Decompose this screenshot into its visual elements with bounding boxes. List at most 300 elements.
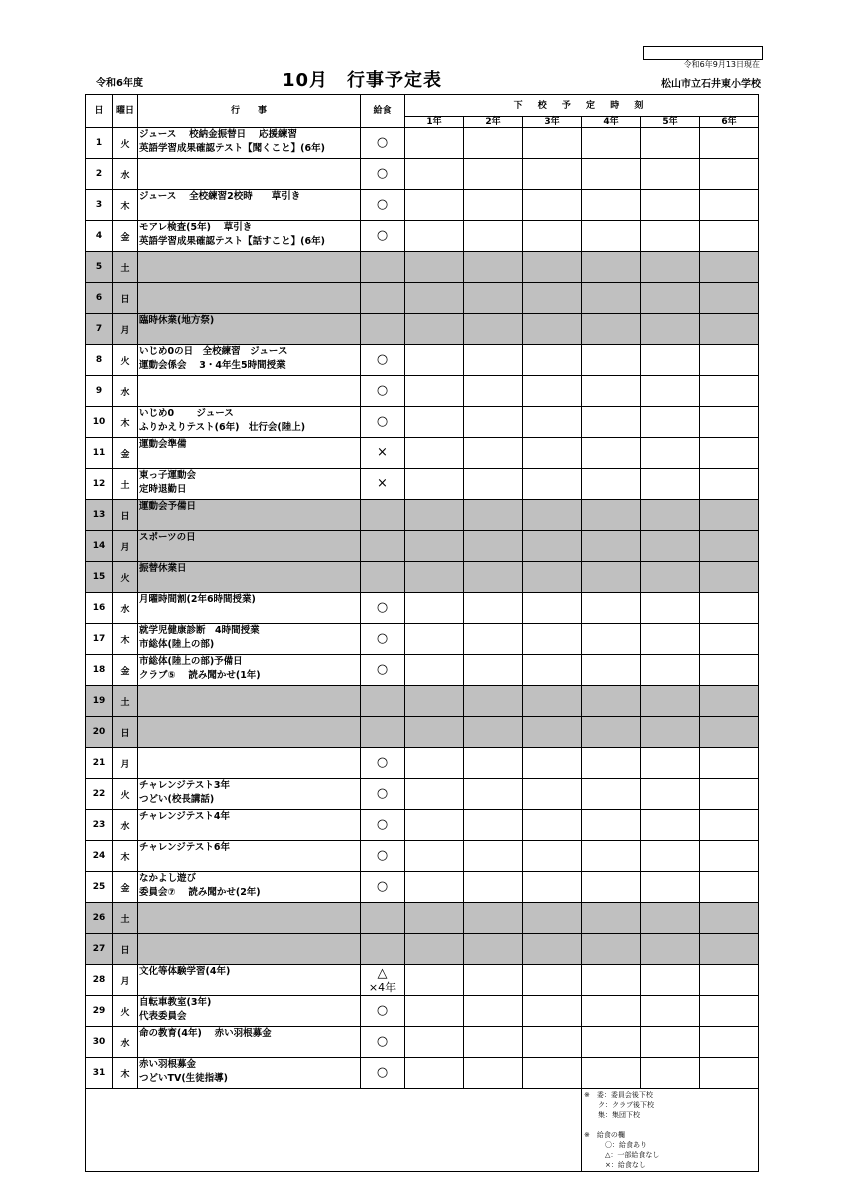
dismissal-cell-grade-1 [405, 190, 464, 221]
table-row [86, 221, 759, 252]
event-line: チャレンジテスト3年 [139, 780, 230, 791]
dismissal-cell-grade-1 [405, 686, 464, 717]
dismissal-cell-grade-6 [700, 624, 759, 655]
row-weekday: 火 [113, 128, 138, 159]
event-line: 委員会⑦ 読み聞かせ(2年) [139, 887, 261, 898]
row-meal [361, 841, 405, 872]
legend-notes [582, 1089, 759, 1172]
dismissal-cell-grade-3 [523, 407, 582, 438]
row-meal [361, 376, 405, 407]
dismissal-cell-grade-1 [405, 872, 464, 903]
dismissal-cell-grade-5 [641, 810, 700, 841]
dismissal-cell-grade-4 [582, 965, 641, 996]
dismissal-cell-grade-6 [700, 407, 759, 438]
event-line: つどいTV(生徒指導) [139, 1073, 229, 1084]
dismissal-cell-grade-3 [523, 841, 582, 872]
row-event [138, 469, 361, 500]
row-day: 6 [86, 283, 113, 314]
table-row [86, 841, 759, 872]
dismissal-cell-grade-1 [405, 1058, 464, 1089]
dismissal-cell-grade-1 [405, 128, 464, 159]
row-day: 16 [86, 593, 113, 624]
dismissal-cell-grade-4 [582, 128, 641, 159]
row-event [138, 841, 361, 872]
dismissal-cell-grade-5 [641, 996, 700, 1027]
row-weekday: 水 [113, 376, 138, 407]
dismissal-cell-grade-1 [405, 748, 464, 779]
meal-mark: × [377, 476, 388, 491]
dismissal-cell-grade-6 [700, 376, 759, 407]
row-weekday: 土 [113, 903, 138, 934]
fiscal-year: 令和6年度 [96, 78, 143, 89]
dismissal-cell-grade-2 [464, 717, 523, 748]
row-meal [361, 779, 405, 810]
dismissal-cell-grade-1 [405, 283, 464, 314]
dismissal-cell-grade-5 [641, 934, 700, 965]
row-event [138, 190, 361, 221]
dismissal-cell-grade-3 [523, 779, 582, 810]
meal-mark: ○ [376, 1003, 389, 1018]
event-line: 命の教育(4年) 赤い羽根募金 [139, 1028, 272, 1039]
dismissal-cell-grade-5 [641, 283, 700, 314]
event-line: クラブ⑤ 読み聞かせ(1年) [139, 670, 261, 681]
dismissal-cell-grade-3 [523, 562, 582, 593]
dismissal-cell-grade-6 [700, 717, 759, 748]
event-line: 市総体(陸上の部)予備日 [139, 656, 243, 667]
dismissal-cell-grade-5 [641, 562, 700, 593]
dismissal-cell-grade-2 [464, 159, 523, 190]
event-line: 月曜時間割(2年6時間授業) [139, 594, 256, 605]
dismissal-cell-grade-5 [641, 500, 700, 531]
meal-mark: ○ [376, 352, 389, 367]
dismissal-cell-grade-2 [464, 810, 523, 841]
row-weekday: 水 [113, 810, 138, 841]
row-weekday: 土 [113, 469, 138, 500]
dismissal-cell-grade-4 [582, 810, 641, 841]
event-line: 代表委員会 [139, 1011, 187, 1022]
meal-mark: × [377, 445, 388, 460]
row-weekday: 日 [113, 500, 138, 531]
dismissal-cell-grade-6 [700, 438, 759, 469]
event-line: なかよし遊び [139, 873, 197, 884]
dismissal-cell-grade-2 [464, 593, 523, 624]
dismissal-cell-grade-6 [700, 841, 759, 872]
dismissal-cell-grade-6 [700, 314, 759, 345]
dismissal-cell-grade-1 [405, 655, 464, 686]
event-line: 東っ子運動会 [139, 470, 197, 481]
dismissal-cell-grade-4 [582, 159, 641, 190]
dismissal-cell-grade-3 [523, 593, 582, 624]
meal-mark: ○ [376, 166, 389, 181]
row-weekday: 金 [113, 655, 138, 686]
table-row [86, 779, 759, 810]
dismissal-cell-grade-3 [523, 469, 582, 500]
row-day: 27 [86, 934, 113, 965]
event-line: いじめ0の日 全校練習 ジュース [139, 346, 288, 357]
row-meal [361, 500, 405, 531]
row-day: 3 [86, 190, 113, 221]
row-meal [361, 221, 405, 252]
event-line: ジュース 全校練習2校時 草引き [139, 191, 301, 202]
dismissal-cell-grade-5 [641, 221, 700, 252]
row-event [138, 593, 361, 624]
dismissal-cell-grade-3 [523, 810, 582, 841]
row-event [138, 407, 361, 438]
dismissal-cell-grade-3 [523, 438, 582, 469]
row-meal [361, 190, 405, 221]
dismissal-cell-grade-6 [700, 1058, 759, 1089]
legend-line: △：一部給食なし [584, 1151, 660, 1159]
event-line: 英語学習成果確認テスト【話すこと】(6年) [139, 236, 325, 247]
dismissal-cell-grade-2 [464, 252, 523, 283]
row-weekday: 木 [113, 407, 138, 438]
school-name: 松山市立石井東小学校 [661, 79, 761, 90]
row-weekday: 水 [113, 593, 138, 624]
dismissal-cell-grade-4 [582, 1058, 641, 1089]
row-event [138, 562, 361, 593]
row-event [138, 779, 361, 810]
dismissal-cell-grade-3 [523, 965, 582, 996]
row-weekday: 月 [113, 314, 138, 345]
row-day: 29 [86, 996, 113, 1027]
dismissal-cell-grade-1 [405, 562, 464, 593]
row-meal [361, 345, 405, 376]
col-grade-6: 6年 [700, 117, 759, 128]
dismissal-cell-grade-1 [405, 810, 464, 841]
row-meal [361, 872, 405, 903]
meal-mark: ○ [376, 631, 389, 646]
meal-mark: ○ [376, 786, 389, 801]
row-meal [361, 531, 405, 562]
dismissal-cell-grade-5 [641, 438, 700, 469]
event-line: 運動会準備 [139, 439, 187, 450]
meal-mark: ○ [376, 383, 389, 398]
row-event [138, 252, 361, 283]
dismissal-cell-grade-4 [582, 903, 641, 934]
dismissal-cell-grade-2 [464, 934, 523, 965]
col-day: 日 [86, 95, 113, 128]
dismissal-cell-grade-3 [523, 748, 582, 779]
legend-line: ×：給食なし [584, 1161, 646, 1169]
dismissal-cell-grade-4 [582, 190, 641, 221]
row-day: 21 [86, 748, 113, 779]
table-row [86, 624, 759, 655]
col-grade-4: 4年 [582, 117, 641, 128]
row-weekday: 水 [113, 1027, 138, 1058]
table-row [86, 903, 759, 934]
dismissal-cell-grade-2 [464, 872, 523, 903]
row-event [138, 221, 361, 252]
row-meal [361, 562, 405, 593]
row-event [138, 810, 361, 841]
row-day: 22 [86, 779, 113, 810]
event-line: スポーツの日 [139, 532, 196, 543]
row-event [138, 438, 361, 469]
dismissal-cell-grade-1 [405, 531, 464, 562]
legend-line: 集：集団下校 [584, 1111, 640, 1119]
table-row [86, 345, 759, 376]
table-row [86, 376, 759, 407]
row-day: 31 [86, 1058, 113, 1089]
dismissal-cell-grade-6 [700, 748, 759, 779]
dismissal-cell-grade-1 [405, 1027, 464, 1058]
dismissal-cell-grade-2 [464, 748, 523, 779]
row-day: 26 [86, 903, 113, 934]
meal-mark: ○ [376, 228, 389, 243]
row-meal [361, 593, 405, 624]
dismissal-cell-grade-4 [582, 314, 641, 345]
table-row [86, 1027, 759, 1058]
row-weekday: 日 [113, 717, 138, 748]
dismissal-cell-grade-5 [641, 252, 700, 283]
dismissal-cell-grade-3 [523, 252, 582, 283]
row-event [138, 934, 361, 965]
table-row [86, 128, 759, 159]
dismissal-cell-grade-5 [641, 686, 700, 717]
row-event [138, 624, 361, 655]
row-meal [361, 624, 405, 655]
dismissal-cell-grade-1 [405, 314, 464, 345]
meal-mark: ○ [376, 600, 389, 615]
dismissal-cell-grade-3 [523, 531, 582, 562]
dismissal-cell-grade-3 [523, 159, 582, 190]
event-line: 運動会予備日 [139, 501, 197, 512]
col-weekday: 曜日 [113, 95, 138, 128]
row-weekday: 水 [113, 159, 138, 190]
dismissal-cell-grade-3 [523, 1027, 582, 1058]
date-box [643, 46, 763, 60]
dismissal-cell-grade-4 [582, 872, 641, 903]
row-day: 25 [86, 872, 113, 903]
dismissal-cell-grade-6 [700, 283, 759, 314]
row-day: 24 [86, 841, 113, 872]
dismissal-cell-grade-3 [523, 283, 582, 314]
row-weekday: 土 [113, 252, 138, 283]
col-dismissal: 下 校 予 定 時 刻 [405, 95, 759, 117]
row-meal [361, 314, 405, 345]
row-event [138, 996, 361, 1027]
row-day: 20 [86, 717, 113, 748]
dismissal-cell-grade-4 [582, 686, 641, 717]
table-row [86, 934, 759, 965]
dismissal-cell-grade-4 [582, 655, 641, 686]
row-event [138, 686, 361, 717]
row-meal [361, 717, 405, 748]
dismissal-cell-grade-6 [700, 469, 759, 500]
dismissal-cell-grade-4 [582, 841, 641, 872]
dismissal-cell-grade-2 [464, 438, 523, 469]
dismissal-cell-grade-1 [405, 469, 464, 500]
meal-mark: △ [377, 965, 388, 981]
dismissal-cell-grade-6 [700, 593, 759, 624]
event-line: 赤い羽根募金 [139, 1059, 197, 1070]
row-event [138, 345, 361, 376]
dismissal-cell-grade-4 [582, 283, 641, 314]
dismissal-cell-grade-2 [464, 686, 523, 717]
dismissal-cell-grade-2 [464, 469, 523, 500]
row-weekday: 火 [113, 779, 138, 810]
meal-mark: ○ [376, 414, 389, 429]
event-line: 文化等体験学習(4年) [139, 966, 231, 977]
dismissal-cell-grade-6 [700, 996, 759, 1027]
table-row [86, 996, 759, 1027]
row-weekday: 木 [113, 190, 138, 221]
dismissal-cell-grade-1 [405, 996, 464, 1027]
dismissal-cell-grade-4 [582, 469, 641, 500]
dismissal-cell-grade-1 [405, 903, 464, 934]
row-day: 7 [86, 314, 113, 345]
table-row [86, 965, 759, 996]
row-event [138, 1027, 361, 1058]
dismissal-cell-grade-3 [523, 376, 582, 407]
col-grade-3: 3年 [523, 117, 582, 128]
row-weekday: 日 [113, 934, 138, 965]
meal-mark: ○ [376, 755, 389, 770]
dismissal-cell-grade-4 [582, 624, 641, 655]
dismissal-cell-grade-2 [464, 376, 523, 407]
dismissal-cell-grade-2 [464, 345, 523, 376]
col-grade-1: 1年 [405, 117, 464, 128]
row-event [138, 128, 361, 159]
row-event [138, 500, 361, 531]
meal-mark: ○ [376, 817, 389, 832]
row-event [138, 903, 361, 934]
legend-line: ※ 委：委員会後下校 [584, 1091, 653, 1099]
dismissal-cell-grade-1 [405, 252, 464, 283]
row-weekday: 月 [113, 965, 138, 996]
dismissal-cell-grade-6 [700, 903, 759, 934]
dismissal-cell-grade-4 [582, 438, 641, 469]
event-line: 自転車教室(3年) [139, 997, 212, 1008]
page-title: 10月 行事予定表 [282, 70, 443, 91]
meal-mark: ○ [376, 1065, 389, 1080]
dismissal-cell-grade-2 [464, 841, 523, 872]
dismissal-cell-grade-6 [700, 872, 759, 903]
table-row [86, 748, 759, 779]
dismissal-cell-grade-5 [641, 190, 700, 221]
dismissal-cell-grade-5 [641, 1027, 700, 1058]
row-meal [361, 438, 405, 469]
schedule-body [86, 128, 759, 1089]
row-day: 18 [86, 655, 113, 686]
dismissal-cell-grade-1 [405, 624, 464, 655]
dismissal-cell-grade-3 [523, 996, 582, 1027]
dismissal-cell-grade-5 [641, 748, 700, 779]
dismissal-cell-grade-5 [641, 903, 700, 934]
dismissal-cell-grade-6 [700, 562, 759, 593]
row-event [138, 748, 361, 779]
event-line: いじめ0 ジュース [139, 408, 234, 419]
row-day: 8 [86, 345, 113, 376]
row-weekday: 木 [113, 624, 138, 655]
table-row [86, 159, 759, 190]
row-weekday: 金 [113, 438, 138, 469]
dismissal-cell-grade-4 [582, 1027, 641, 1058]
dismissal-cell-grade-4 [582, 500, 641, 531]
dismissal-cell-grade-2 [464, 283, 523, 314]
dismissal-cell-grade-3 [523, 934, 582, 965]
col-grade-5: 5年 [641, 117, 700, 128]
dismissal-cell-grade-6 [700, 531, 759, 562]
table-row [86, 407, 759, 438]
dismissal-cell-grade-3 [523, 314, 582, 345]
legend-line: ク：クラブ後下校 [584, 1101, 654, 1109]
row-weekday: 火 [113, 345, 138, 376]
event-line: モアレ検査(5年) 草引き [139, 222, 253, 233]
dismissal-cell-grade-3 [523, 500, 582, 531]
meal-mark: ○ [376, 1034, 389, 1049]
dismissal-cell-grade-6 [700, 128, 759, 159]
dismissal-cell-grade-6 [700, 345, 759, 376]
dismissal-cell-grade-4 [582, 593, 641, 624]
dismissal-cell-grade-2 [464, 624, 523, 655]
dismissal-cell-grade-1 [405, 779, 464, 810]
dismissal-cell-grade-6 [700, 934, 759, 965]
event-line: 就学児健康診断 4時間授業 [139, 625, 260, 636]
row-day: 9 [86, 376, 113, 407]
dismissal-cell-grade-6 [700, 655, 759, 686]
legend-line: 〇：給食あり [584, 1141, 647, 1149]
table-row [86, 686, 759, 717]
dismissal-cell-grade-5 [641, 314, 700, 345]
dismissal-cell-grade-5 [641, 779, 700, 810]
dismissal-cell-grade-1 [405, 221, 464, 252]
table-row [86, 531, 759, 562]
dismissal-cell-grade-2 [464, 996, 523, 1027]
row-day: 28 [86, 965, 113, 996]
row-meal [361, 810, 405, 841]
dismissal-cell-grade-2 [464, 221, 523, 252]
dismissal-cell-grade-5 [641, 128, 700, 159]
row-day: 5 [86, 252, 113, 283]
dismissal-cell-grade-2 [464, 128, 523, 159]
event-line: 英語学習成果確認テスト【聞くこと】(6年) [139, 143, 325, 154]
table-row [86, 314, 759, 345]
dismissal-cell-grade-3 [523, 190, 582, 221]
row-weekday: 月 [113, 748, 138, 779]
dismissal-cell-grade-6 [700, 500, 759, 531]
row-weekday: 木 [113, 841, 138, 872]
dismissal-cell-grade-4 [582, 407, 641, 438]
event-line: チャレンジテスト4年 [139, 811, 230, 822]
meal-mark: ○ [376, 879, 389, 894]
row-day: 2 [86, 159, 113, 190]
event-line: 振替休業日 [139, 563, 187, 574]
dismissal-cell-grade-2 [464, 1027, 523, 1058]
meal-note: ×4年 [368, 980, 397, 994]
row-event [138, 872, 361, 903]
row-event [138, 376, 361, 407]
dismissal-cell-grade-3 [523, 655, 582, 686]
row-meal [361, 283, 405, 314]
dismissal-cell-grade-5 [641, 841, 700, 872]
dismissal-cell-grade-3 [523, 221, 582, 252]
dismissal-cell-grade-4 [582, 779, 641, 810]
dismissal-cell-grade-2 [464, 314, 523, 345]
table-row [86, 562, 759, 593]
dismissal-cell-grade-1 [405, 717, 464, 748]
dismissal-cell-grade-4 [582, 376, 641, 407]
dismissal-cell-grade-2 [464, 779, 523, 810]
row-meal [361, 655, 405, 686]
dismissal-cell-grade-4 [582, 996, 641, 1027]
dismissal-cell-grade-1 [405, 345, 464, 376]
dismissal-cell-grade-1 [405, 407, 464, 438]
row-event [138, 1058, 361, 1089]
dismissal-cell-grade-6 [700, 810, 759, 841]
dismissal-cell-grade-2 [464, 531, 523, 562]
dismissal-cell-grade-4 [582, 345, 641, 376]
